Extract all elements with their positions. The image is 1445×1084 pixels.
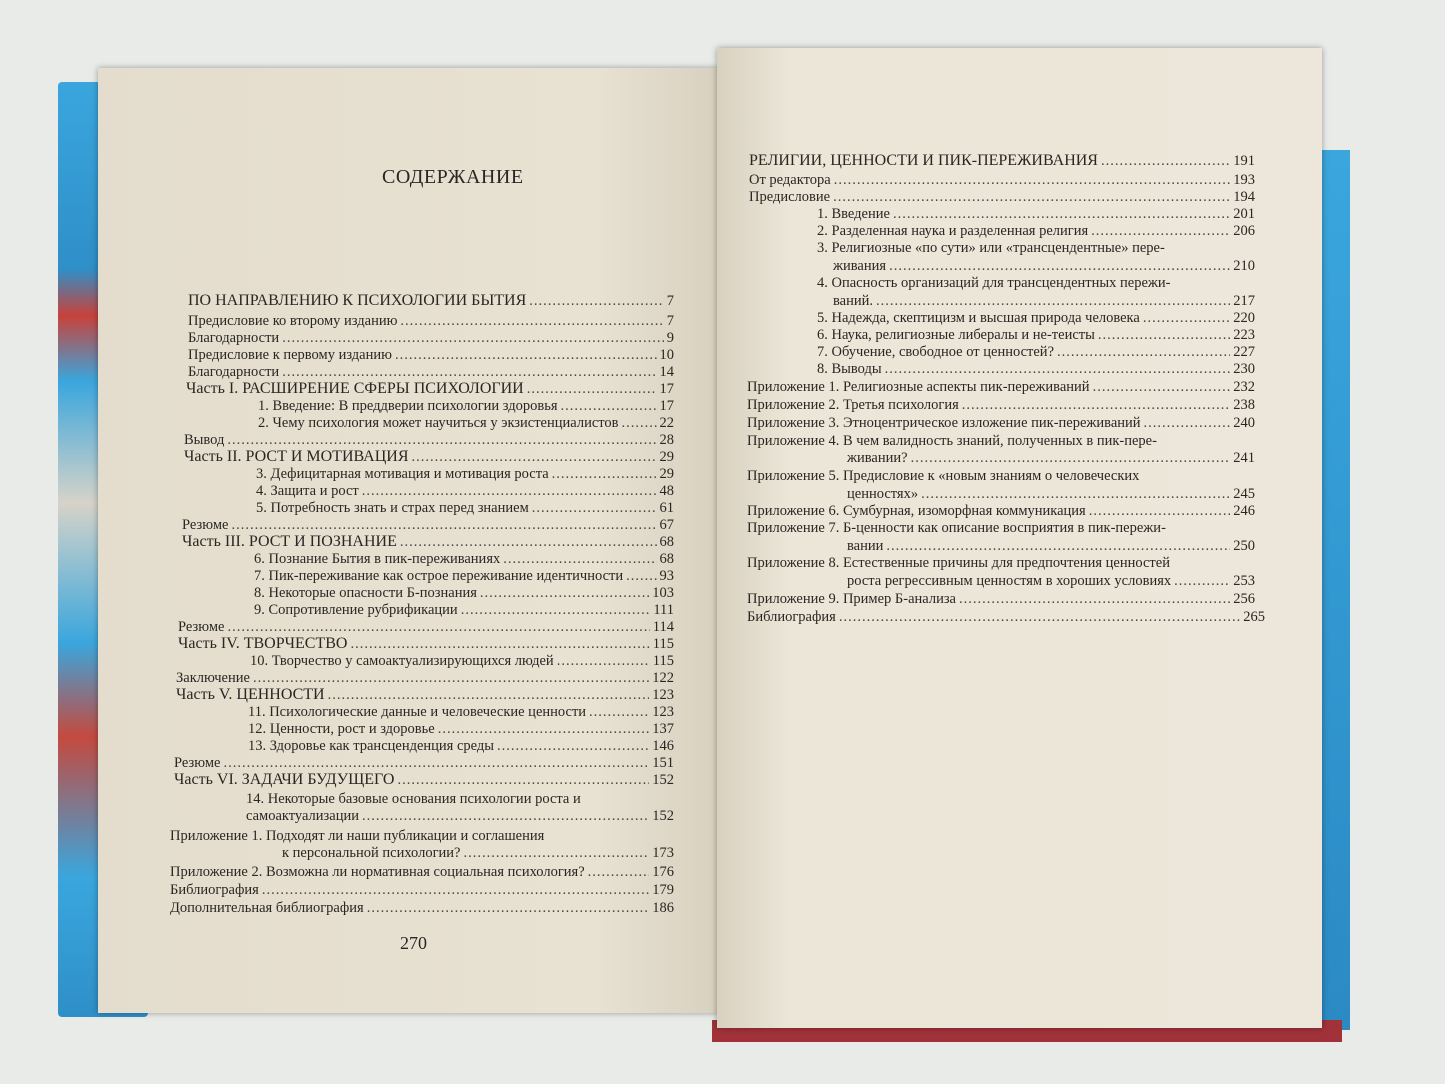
toc-chapter-line1: 14. Некоторые базовые основания психологии роста и: [246, 791, 581, 807]
toc-chapter: ваний. ..... 217: [833, 292, 1255, 310]
toc-chapter: 2. Разделенная наука и разделенная религия ..... 206: [817, 222, 1255, 240]
toc-chapter: 6. Познание Бытия в пик-переживаниях ..... 68: [254, 550, 674, 568]
toc-entry: Благодарности ..... 14: [188, 363, 674, 381]
toc-chapter: 11. Психологические данные и человеческие ценности ..... 123: [248, 703, 674, 721]
toc-entry: Библиография ..... 265: [747, 608, 1265, 626]
toc-chapter: 3. Дефицитарная мотивация и мотивация роста ..... 29: [256, 465, 674, 483]
toc-appendix: роста регрессивным ценностям в хороших условиях ..... 253: [847, 572, 1255, 590]
toc-appendix: к персональной психологии? ..... 173: [282, 844, 674, 862]
toc-appendix: Приложение 2. Возможна ли нормативная социальная психология? ..... 176: [170, 863, 674, 881]
toc-appendix-line1: Приложение 4. В чем валидность знаний, полученных в пик-пере-: [747, 433, 1157, 449]
toc-appendix: Приложение 6. Сумбурная, изоморфная коммуникация ..... 246: [747, 502, 1255, 520]
toc-chapter-line1: 4. Опасность организаций для трансцендентных пережи-: [817, 275, 1171, 291]
page-title: СОДЕРЖАНИЕ: [382, 166, 524, 188]
toc-chapter: 4. Защита и рост ..... 48: [256, 482, 674, 500]
toc-part: Часть II. РОСТ И МОТИВАЦИЯ ..... 29: [184, 448, 674, 466]
toc-entry: Библиография ..... 179: [170, 881, 674, 899]
toc-chapter: 6. Наука, религиозные либералы и не-теисты ..... 223: [817, 326, 1255, 344]
toc-entry: Предисловие к первому изданию ..... 10: [188, 346, 674, 364]
toc-entry: Предисловие ко второму изданию ..... 7: [188, 312, 674, 330]
toc-entry: Вывод ..... 28: [184, 431, 674, 449]
toc-appendix: Приложение 9. Пример Б-анализа ..... 256: [747, 590, 1255, 608]
toc-entry: От редактора ..... 193: [749, 171, 1255, 189]
page-number: 270: [400, 933, 427, 953]
toc-chapter: 12. Ценности, рост и здоровье ..... 137: [248, 720, 674, 738]
toc-chapter: 7. Обучение, свободное от ценностей? ..... 227: [817, 343, 1255, 361]
toc-chapter: 8. Некоторые опасности Б-познания ..... 103: [254, 584, 674, 602]
toc-part: Часть V. ЦЕННОСТИ ..... 123: [176, 686, 674, 704]
toc-appendix-line1: Приложение 7. Б-ценности как описание восприятия в пик-пережи-: [747, 520, 1166, 536]
toc-appendix: ценностях» ..... 245: [847, 485, 1255, 503]
toc-entry: Резюме ..... 67: [182, 516, 674, 534]
toc-chapter: 5. Надежда, скептицизм и высшая природа человека ..... 220: [817, 309, 1255, 327]
toc-chapter: 2. Чему психология может научиться у экзистенциалистов ..... 22: [258, 414, 674, 432]
toc-appendix-line1: Приложение 1. Подходят ли наши публикации и соглашения: [170, 828, 545, 844]
toc-part: Часть I. РАСШИРЕНИЕ СФЕРЫ ПСИХОЛОГИИ ..... 17: [186, 380, 674, 398]
toc-chapter: 7. Пик-переживание как острое переживание идентичности ..... 93: [254, 567, 674, 585]
toc-chapter: 13. Здоровье как трансценденция среды ..... 146: [248, 737, 674, 755]
toc-appendix: Приложение 1. Религиозные аспекты пик-переживаний ..... 232: [747, 378, 1255, 396]
toc-appendix-line1: Приложение 5. Предисловие к «новым знаниям о человеческих: [747, 468, 1140, 484]
toc-entry: Резюме ..... 114: [178, 618, 674, 636]
toc-entry: Заключение ..... 122: [176, 669, 674, 687]
toc-chapter: живания ..... 210: [833, 257, 1255, 275]
toc-appendix: Приложение 2. Третья психология ..... 238: [747, 396, 1255, 414]
toc-entry: Резюме ..... 151: [174, 754, 674, 772]
toc-appendix: вании ..... 250: [847, 537, 1255, 555]
toc-entry: ПО НАПРАВЛЕНИЮ К ПСИХОЛОГИИ БЫТИЯ ..... 7: [188, 292, 674, 310]
toc-chapter: самоактуализации ..... 152: [246, 807, 674, 825]
toc-chapter-line1: 3. Религиозные «по сути» или «трансцендентные» пере-: [817, 240, 1165, 256]
right-toc: [717, 48, 1322, 1028]
toc-part: Часть VI. ЗАДАЧИ БУДУЩЕГО ..... 152: [174, 771, 674, 789]
toc-chapter: 1. Введение: В преддверии психологии здоровья ..... 17: [258, 397, 674, 415]
toc-entry: Предисловие ..... 194: [749, 188, 1255, 206]
toc-appendix: живании? ..... 241: [847, 449, 1255, 467]
toc-appendix: Приложение 3. Этноцентрическое изложение пик-переживаний ..... 240: [747, 414, 1255, 432]
right-page: [717, 48, 1322, 1028]
toc-chapter: 1. Введение ..... 201: [817, 205, 1255, 223]
toc-part: РЕЛИГИИ, ЦЕННОСТИ И ПИК-ПЕРЕЖИВАНИЯ ..... 191: [749, 152, 1255, 170]
toc-appendix-line1: Приложение 8. Естественные причины для предпочтения ценностей: [747, 555, 1170, 571]
toc-entry: Дополнительная библиография ..... 186: [170, 899, 674, 917]
toc-part: Часть IV. ТВОРЧЕСТВО ..... 115: [178, 635, 674, 653]
toc-part: Часть III. РОСТ И ПОЗНАНИЕ ..... 68: [182, 533, 674, 551]
toc-chapter: 10. Творчество у самоактуализирующихся людей ..... 115: [250, 652, 674, 670]
toc-chapter: 5. Потребность знать и страх перед знанием ..... 61: [256, 499, 674, 517]
toc-chapter: 8. Выводы ..... 230: [817, 360, 1255, 378]
toc-entry: Благодарности ..... 9: [188, 329, 674, 347]
toc-chapter: 9. Сопротивление рубрификации ..... 111: [254, 601, 674, 619]
left-toc: [98, 68, 720, 1013]
left-page: [98, 68, 720, 1013]
